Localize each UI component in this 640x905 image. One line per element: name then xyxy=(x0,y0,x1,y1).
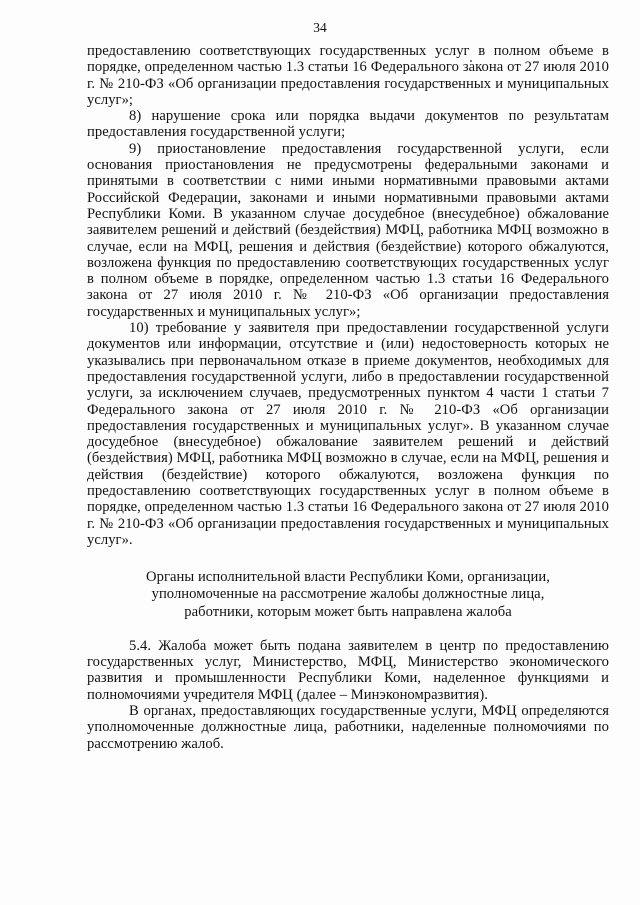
document-body xyxy=(87,43,609,752)
paragraph-item-9: 9) приостановление предоставления государственной услуги, если основания приостановления не предусмотрены федеральными законами и принятыми в соответствии с ними иными нормативными правовыми актами Российской Федерации, законами и иными нормативными правовыми актами Республики Коми. В указанном случае досудебное (внесудебное) обжалование заявителем решений и действий (бездействия) МФЦ, работника МФЦ возможно в случае, если на МФЦ, решения и действия (бездействие) которого обжалуются, возложена функция по предоставлению соответствующих государственных услуг в полном объеме в порядке, определенном частью 1.3 статьи 16 Федерального закона от 27 июля 2010 г. № 210-ФЗ «Об организации предоставления государственных и муниципальных услуг»; xyxy=(87,140,609,320)
paragraph-item-5-4: 5.4. Жалоба может быть подана заявителем в центр по предоставлению государственных услуг, Министерство, МФЦ, Министерство экономического развития и промышленности Республики Коми, наделенное функциями и полномочиями учредителя МФЦ (далее – Минэкономразвития). xyxy=(87,637,609,703)
section-heading-line: работники, которым может быть направлена жалоба xyxy=(184,603,512,620)
paragraph-item-8: 8) нарушение срока или порядка выдачи документов по результатам предоставления государственной услуги; xyxy=(87,108,609,141)
section-heading xyxy=(87,569,609,621)
paragraph-continuation: предоставлению соответствующих государственных услуг в полном объеме в порядке, определенном частью 1.3 статьи 16 Федерального закона от 27 июля 2010 г. № 210-ФЗ «Об организации предоставления государственных и муниципальных услуг»; xyxy=(87,43,609,108)
section-heading-line: Органы исполнительной власти Республики Коми, организации, xyxy=(146,569,550,586)
page-number: 34 xyxy=(313,20,327,35)
paragraph-item-10: 10) требование у заявителя при предоставлении государственной услуги документов или информации, отсутствие и (или) недостоверность которых не указывались при первоначальном отказе в приеме документов, необходимых для предоставления государственной услуги, либо в предоставлении государственной услуги, за исключением случаев, предусмотренных пунктом 4 части 1 статьи 7 Федерального закона от 27 июля 2010 г. № 210-ФЗ «Об организации предоставления государственных и муниципальных услуг». В указанном случае досудебное (внесудебное) обжалование заявителем решений и действий (бездействия) МФЦ, работника МФЦ возможно в случае, если на МФЦ, решения и действия (бездействие) которого обжалуются, возложена функция по предоставлению соответствующих государственных услуг в полном объеме в порядке, определенном частью 1.3 статьи 16 Федерального закона от 27 июля 2010 г. № 210-ФЗ «Об организации предоставления государственных и муниципальных услуг». xyxy=(87,320,609,548)
paragraph-authorities: В органах, предоставляющих государственные услуги, МФЦ определяются уполномоченные должностные лица, работники, наделенные полномочиями по рассмотрению жалоб. xyxy=(87,703,609,752)
section-heading-line: уполномоченные на рассмотрение жалобы должностные лица, xyxy=(151,586,545,603)
